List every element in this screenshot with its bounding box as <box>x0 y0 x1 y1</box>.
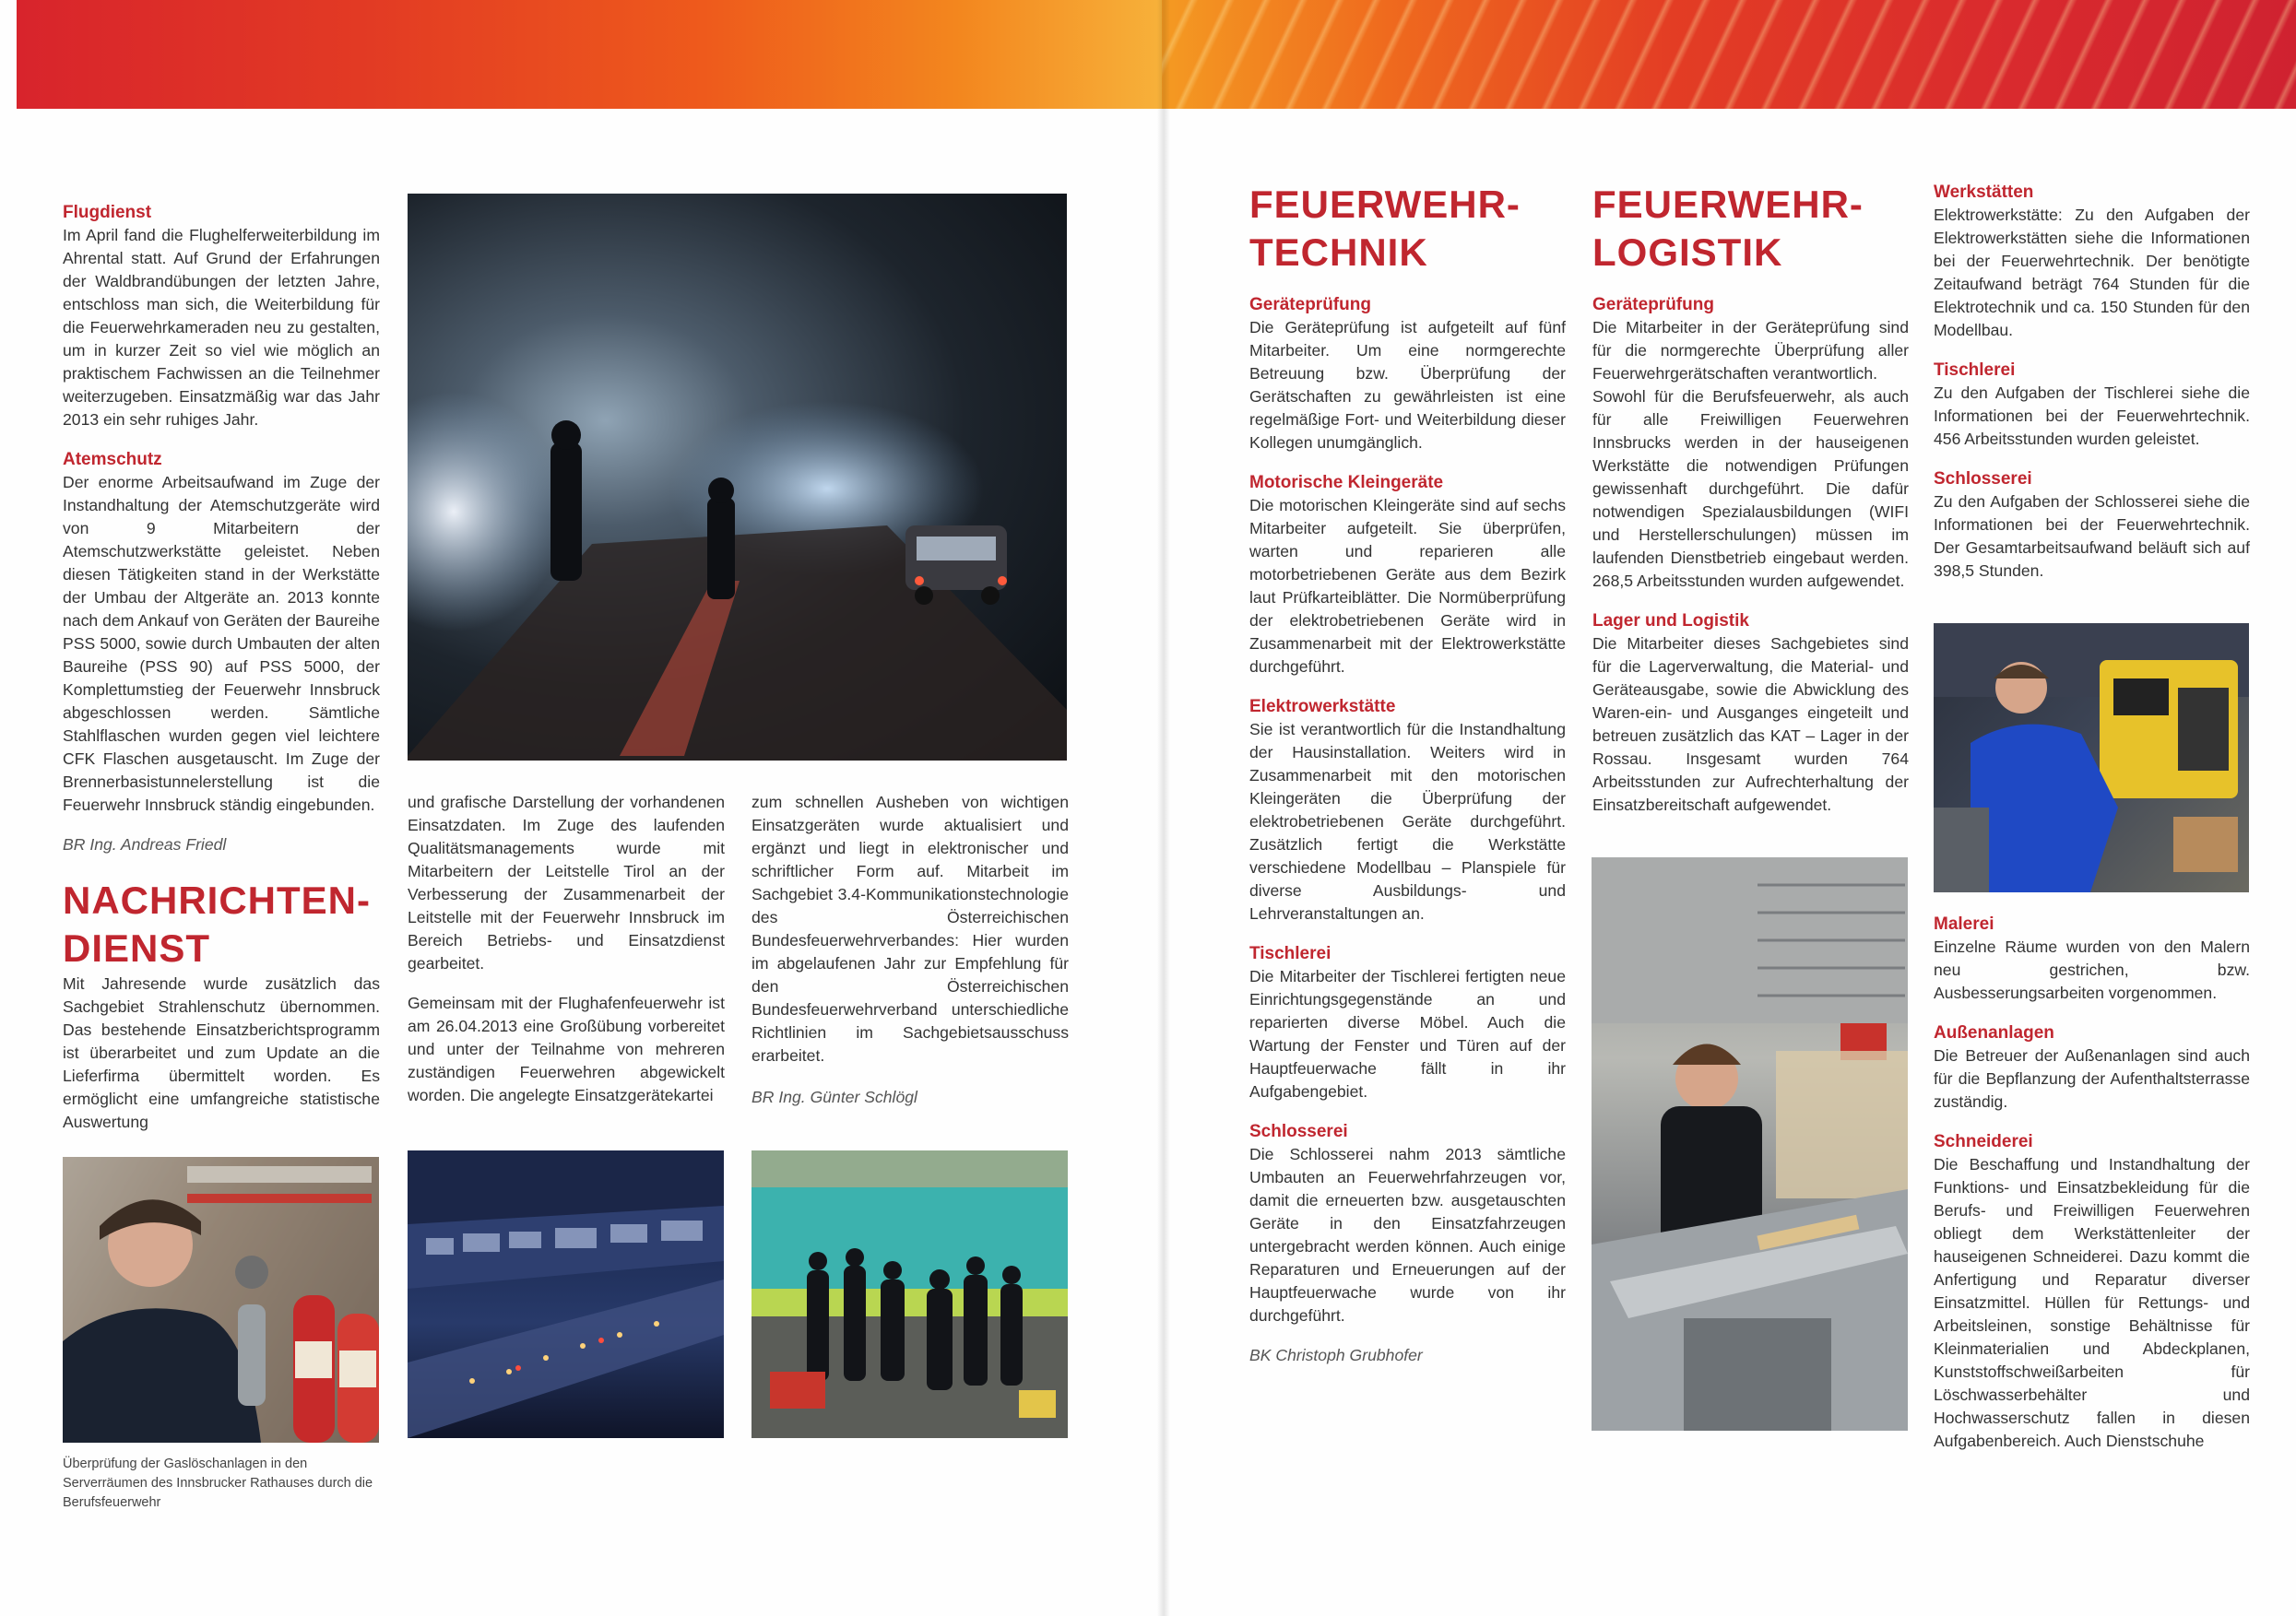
gas-scene <box>63 1157 379 1443</box>
tunnel-scene <box>408 194 1067 761</box>
section-text: Mit Jahresende wurde zusätzlich das Sachgebiet Strahlenschutz übernommen. Das bestehende Einsatzberichtsprogramm ist überarbeitet und zum Update an die Lieferfirma übermittelt worden. Es ermöglicht eine umfangreiche statistische Auswertung <box>63 974 380 1131</box>
generator-scene <box>1934 623 2249 892</box>
section-heading: Flugdienst <box>63 203 152 222</box>
nachrichtendienst-section <box>63 877 380 1134</box>
author-signature: BR Ing. Andreas Friedl <box>63 835 227 854</box>
section-heading: Malerei <box>1934 914 1994 934</box>
technik-title-line2: TECHNIK <box>1249 230 1428 274</box>
header-banner-right <box>1162 0 2296 109</box>
section-heading: Schlosserei <box>1249 1122 1348 1141</box>
werkstaetten-section <box>1934 181 2250 342</box>
gas-extinguishing-check-photo <box>63 1157 379 1443</box>
logistik-title-line2: LOGISTIK <box>1592 230 1783 274</box>
aussenanlagen-section <box>1934 1021 2250 1114</box>
section-heading: Schlosserei <box>1934 469 2032 489</box>
section-heading: Geräteprüfung <box>1249 295 1371 314</box>
author-signature: BK Christoph Grubhofer <box>1249 1346 1423 1364</box>
generator-repair-photo <box>1934 623 2249 892</box>
lake-scene <box>752 1150 1068 1438</box>
section-text: Die Mitarbeiter dieses Sachgebietes sind für die Lagerverwaltung, die Material- und Geräteausgabe, sowie die Abwicklung des Waren-ein- und Ausganges eingeteilt und betreuen zusätzlich das KAT – Lager in der Rossau. Insgesamt wurden 764 Arbeitsstunden zur Aufrechterhaltung der Einsatzbereitschaft aufgewendet. <box>1592 634 1909 814</box>
tischlerei-section <box>1934 359 2250 451</box>
night-scene <box>408 1150 724 1438</box>
section-heading: Lager und Logistik <box>1592 611 1749 631</box>
section-heading: Atemschutz <box>63 450 162 469</box>
lake-rescue-exercise-photo <box>752 1150 1068 1438</box>
feuerwehrlogistik-column <box>1592 181 1909 833</box>
nachrichtendienst-title-line2: DIENST <box>63 926 211 970</box>
logistik-lager <box>1592 609 1909 817</box>
feuerwehrtechnik-column <box>1249 181 1566 1367</box>
section-heading: Motorische Kleingeräte <box>1249 473 1444 492</box>
left-column-2 <box>408 791 725 1107</box>
technik-tischlerei <box>1249 942 1566 1103</box>
tunnel-exercise-photo <box>408 194 1067 761</box>
section-text: Die Geräteprüfung ist aufgeteilt auf fünf Mitarbeiter. Um eine normgerechte Betreuung bzw. Überprüfung der Gerätschaften zu gewährleisten ist eine regelmäßige Fort- und Weiterbildung dieser Kollegen unumgänglich. <box>1249 318 1566 452</box>
section-text: Sie ist verantwortlich für die Instandhaltung der Hausinstallation. Weiters wird in Zusammenarbeit mit den motorischen Kleingeräten die Überprüfung der elektrobetriebenen Geräte durchgeführt. Zusätzlich fertigt die Werkstätte verschiedene Modellbau – Planspiele für diverse Ausbildungs- und Lehrveranstaltungen an. <box>1249 720 1566 923</box>
section-text: zum schnellen Ausheben von wichtigen Einsatzgeräten wurde aktualisiert und ergänzt und liegt in elektronischer und schriftlicher Form auf. Mitarbeit im Sachgebiet 3.4-Kommunikationstechnologie des Österreichischen Bundesfeuerwehrverbandes: Hier wurden im abgelaufenen Jahr zur Empfehlung für den Österreichischen Bundesfeuerwehrverband unterschiedliche Richtlinien im Sachgebietsausschuss erarbeitet. <box>752 793 1069 1065</box>
section-text: Die Beschaffung und Instandhaltung der Funktions- und Einsatzbekleidung für die Berufs- und Freiwilligen Feuerwehren obliegt dem Werkstättenleiter der hauseigenen Schneiderei. Dazu kommt die Anfertigung und Reparatur diverser Einsatzmittel. Hüllen für Rettungs- und Arbeitsleinen, sonstige Behältnisse für Kleinmaterialien und Abdeckplanen, Kunststoffschweißarbeiten für Löschwasserbehälter und Hochwasserschutz fallen in diesen Aufgabenbereich. Auch Dienstschuhe <box>1934 1155 2250 1450</box>
section-heading: Schneiderei <box>1934 1132 2033 1151</box>
photo-caption: Überprüfung der Gaslöschanlagen in den Serverräumen des Innsbrucker Rathauses durch die Berufsfeuerwehr <box>63 1457 373 1510</box>
section-heading: Werkstätten <box>1934 183 2034 202</box>
technik-geraetepruefung <box>1249 293 1566 454</box>
section-text: Sowohl für die Berufsfeuerwehr, als auch für alle Freiwilligen Feuerwehren Innsbrucks werden in der hauseigenen Werkstätte die notwendigen Prüfungen gewissenhaft durchgeführt. Die dafür notwendigen Spezialausbildungen (WIFI und Herstellerschulungen) müssen im laufenden Dienstbetrieb eingebaut werden. 268,5 Arbeitsstunden wurden aufgewendet. <box>1592 387 1909 590</box>
header-banner-left <box>17 0 1162 109</box>
left-column-1 <box>63 201 380 1134</box>
technik-schlosserei <box>1249 1120 1566 1327</box>
malerei-section <box>1934 913 2250 1005</box>
section-heading: Tischlerei <box>1934 360 2016 380</box>
section-heading: Tischlerei <box>1249 944 1331 963</box>
section-text: Zu den Aufgaben der Tischlerei siehe die Informationen bei der Feuerwehrtechnik. 456 Arbeitsstunden wurden geleistet. <box>1934 383 2250 448</box>
section-text: Gemeinsam mit der Flughafenfeuerwehr ist am 26.04.2013 eine Großübung vorbereitet und unter der Teilnahme von mehreren zuständigen Feuerwehren abgewickelt worden. Die angelegte Einsatzgerätekartei <box>408 994 725 1104</box>
section-heading: Außenanlagen <box>1934 1023 2054 1043</box>
section-text: Die Mitarbeiter in der Geräteprüfung sind für die normgerechte Überprüfung aller Feuerwehrgerätschaften verantwortlich. <box>1592 318 1909 383</box>
section-text: Zu den Aufgaben der Schlosserei siehe die Informationen bei der Feuerwehrtechnik. Der Gesamtarbeitsaufwand beläuft sich auf 398,5 Stunden. <box>1934 492 2250 580</box>
technik-elektrowerkstaette <box>1249 695 1566 926</box>
night-aerial-exercise-photo <box>408 1150 724 1438</box>
section-text: Der enorme Arbeitsaufwand im Zuge der Instandhaltung der Atemschutzgeräte wird von 9 Mitarbeitern der Atemschutzwerkstätte geleistet. Neben diesen Tätigkeiten stand in der Werkstätte der Umbau der Altgeräte an. 2013 konnte nach dem Ankauf von Geräten der Baureihe PSS 5000, sowie durch Umbauten der alten Baureihe (PSS 90) auf PSS 5000, der Komplettumstieg der Feuerwehr Innsbruck abgeschlossen werden. Sämtliche Stahlflaschen wurden gegen viel leichtere CFK Flaschen ausgetauscht. Im Zuge der Brennerbasistunnelerstellung ist die Feuerwehr Innsbruck ständig eingebunden. <box>63 473 380 814</box>
logistik-title-line1: FEUERWEHR- <box>1592 183 1864 226</box>
section-text: Die Betreuer der Außenanlagen sind auch für die Bepflanzung der Aufenthaltsterrasse zuständig. <box>1934 1046 2250 1111</box>
left-column-3 <box>752 791 1069 1109</box>
author-signature: BR Ing. Günter Schlögl <box>752 1088 917 1106</box>
technik-motorische-kleingeraete <box>1249 471 1566 678</box>
section-text: Die motorischen Kleingeräte sind auf sechs Mitarbeiter aufgeteilt. Sie überprüfen, warten und reparieren alle motorbetriebenen Geräte aus dem Bezirk laut Prüfkarteiblätter. Die Normüberprüfung der elektrobetriebenen Geräte wird in Zusammenarbeit mit der Elektrowerkstätte durchgeführt. <box>1249 496 1566 676</box>
section-text: Die Schlosserei nahm 2013 sämtliche Umbauten an Feuerwehrfahrzeugen vor, damit die erneuerten bzw. ausgetauschten Geräte in den Einsatzfahrzeugen untergebracht werden können. Auch einige Reparaturen und Erneuerungen auf der Hauptfeuerwache wurde von ihr durchgeführt. <box>1249 1145 1566 1325</box>
right-column <box>1934 181 2250 599</box>
right-column-bottom <box>1934 913 2250 1469</box>
section-text: Elektrowerkstätte: Zu den Aufgaben der Elektrowerkstätten siehe die Informationen bei der Feuerwehrtechnik. Der benötigte Zeitaufwand beträgt 764 Stunden für die Elektrotechnik und ca. 150 Stunden für den Modellbau. <box>1934 206 2250 339</box>
atemschutz-section <box>63 448 380 817</box>
page-gutter <box>1157 0 1170 1616</box>
woodworking-workshop-photo <box>1592 857 1908 1431</box>
section-text: Im April fand die Flughelferweiterbildung im Ahrental statt. Auf Grund der Erfahrungen der Waldbrandübungen der letzten Jahre, entschloss man sich, die Weiterbildung für die Feuerwehrkameraden neu zu gestalten, um in kurzer Zeit so viel wie möglich an praktischem Fachwissen an die Teilnehmer weiterzugeben. Einsatzmäßig war das Jahr 2013 ein sehr ruhiges Jahr. <box>63 226 380 429</box>
schneiderei-section <box>1934 1130 2250 1453</box>
nachrichtendienst-title-line1: NACHRICHTEN- <box>63 879 371 922</box>
schlosserei-section <box>1934 467 2250 583</box>
technik-title-line1: FEUERWEHR- <box>1249 183 1521 226</box>
logistik-geraetepruefung <box>1592 293 1909 593</box>
workshop-scene <box>1592 857 1908 1431</box>
section-text: Einzelne Räume wurden von den Malern neu gestrichen, bzw. Ausbesserungsarbeiten vorgenommen. <box>1934 938 2250 1002</box>
flugdienst-section <box>63 201 380 431</box>
section-text: Die Mitarbeiter der Tischlerei fertigten neue Einrichtungsgegenstände an und reparierten diverse Möbel. Auch die Wartung der Fenster und Türen auf der Hauptfeuerwache fällt in ihr Aufgabengebiet. <box>1249 967 1566 1101</box>
section-heading: Geräteprüfung <box>1592 295 1714 314</box>
section-heading: Elektrowerkstätte <box>1249 697 1396 716</box>
section-text: und grafische Darstellung der vorhandenen Einsatzdaten. Im Zuge des laufenden Qualitätsmanagements wurde mit Mitarbeitern der Leitstelle Tirol an der Verbesserung der Zusammenarbeit der Leitstelle mit der Feuerwehr Innsbruck im Bereich Betriebs- und Einsatzdienst gearbeitet. <box>408 793 725 973</box>
